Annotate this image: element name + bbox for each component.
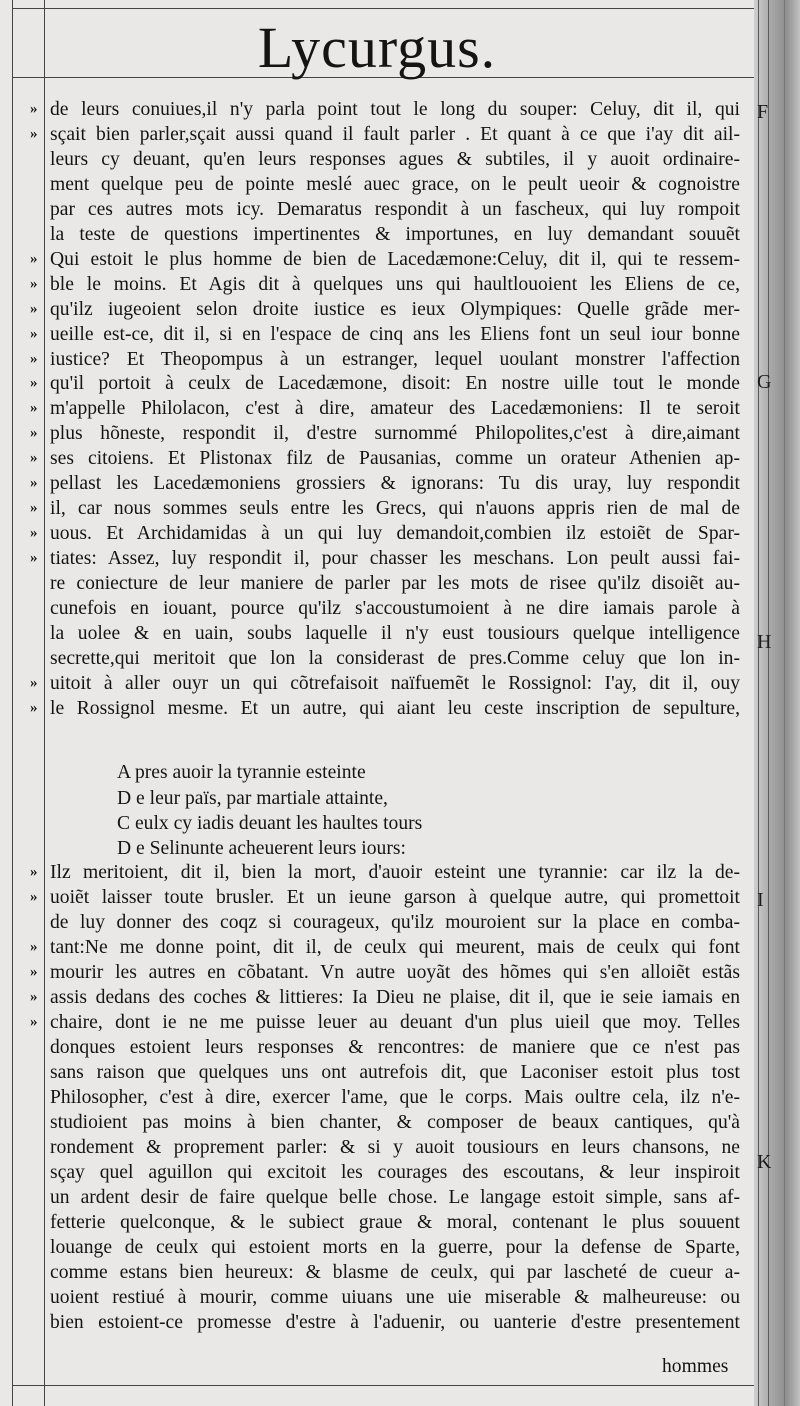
verse-line: C eulx cy iadis deuant les haultes tours [117,813,423,834]
quotation-mark: » [30,300,38,317]
text-line: bien estoient-ce promesse d'estre à l'aduenir, ou uanterie d'estre presentement [50,1312,740,1333]
quotation-mark: » [30,939,38,955]
text-line: studioient pas moins à bien chanter, & composer de beaux cantiques, qu'à [50,1112,740,1133]
quotation-mark: » [30,525,38,542]
text-line: uoient restiué à mourir, comme uiuans une uie miserable & malheureuse: ou [50,1287,740,1308]
text-line: tiates: Assez, luy respondit il, pour chasser les meschans. Lon peult aussi fai- [50,548,740,570]
verse-line: D e Selinunte acheuerent leurs iours: [117,838,406,859]
text-line: assis dedans des coches & littieres: Ia Dieu ne plaise, dit il, que ie seie iamais en [50,987,740,1008]
quotation-mark: » [30,125,38,142]
text-line: la uolee & en uain, soubs laquelle il n'y eust tousiours quelque intelligence [50,622,740,644]
text-line: ses citoiens. Et Plistonax filz de Pausanias, comme un orateur Athenien ap- [50,448,740,470]
text-line: donques estoient leurs responses & rencontres: de maniere que ce n'est pas [50,1037,740,1058]
text-line: iustice? Et Theopompus à un estranger, lequel uoulant monstrer l'affection [50,348,740,370]
quotation-mark: » [30,550,38,567]
text-line: rondement & proprement parler: & si y auoit tousiours en leurs chansons, ne [50,1137,740,1158]
top-rule [12,8,754,9]
text-line: Philosopher, c'est à dire, exercer l'ame, que le corps. Mais oultre cela, ilz n'e- [50,1087,740,1108]
text-left-rule [44,0,45,1406]
outer-left-rule [12,0,13,1406]
text-line: cunefois en iouant, pource qu'ilz s'accoustumoient à ne dire iamais parole à [50,598,740,619]
quotation-mark: » [30,325,38,342]
text-line: plus hõneste, respondit il, d'estre surnommé Philopolites,c'est à dire,aimant [50,423,740,445]
quotation-mark: » [30,475,38,492]
text-line: la teste de questions impertinentes & importunes, en luy demandant souuẽt [50,223,740,245]
text-line: sçait bien parler,sçait aussi quand il fault parler . Et quant à ce que i'ay dit ail- [50,123,740,145]
quotation-mark: » [30,699,38,716]
section-letter: I [757,889,764,911]
quotation-mark: » [30,964,38,980]
text-line: fetterie quelconque, & le subiect graue & moral, contenant le plus souuent [50,1212,740,1233]
quotation-mark: » [30,1014,38,1030]
text-line: de luy donner des coqz si courageux, qu'ilz mouroient sur la place en comba- [50,912,740,933]
quotation-mark: » [30,101,38,117]
section-letter: K [757,1151,772,1173]
text-line: sans raison que quelques uns ont autrefois dit, que Laconiser estoit plus tost [50,1062,740,1083]
text-line: il, car nous sommes seuls entre les Grecs, qui n'auons appris rien de mal de [50,498,740,520]
quotation-mark: » [30,989,38,1005]
section-letter: H [757,631,772,653]
section-letter: G [757,371,772,393]
running-title: Lycurgus. [257,15,497,80]
text-line: uoiẽt laisser toute brusler. Et un ieune garson à quelque autre, qui promettoit [50,887,740,908]
text-line: pellast les Lacedæmoniens grossiers & ignorans: Tu dis uray, luy respondit [50,473,740,495]
quotation-mark: » [30,375,38,392]
text-line: un ardent desir de faire quelque belle chose. Le langage estoit simple, sans af- [50,1187,740,1208]
quotation-mark: » [30,425,38,442]
text-line: qu'ilz iugeoient selon droite iustice es ieux Olympiques: Quelle grãde mer- [50,298,740,320]
quotation-mark: » [30,275,38,292]
text-line: re coniecture de leur maniere de parler par les mots de risee qu'ilz disoiẽt au- [50,573,740,595]
text-line: m'appelle Philolacon, c'est à dire, amateur des Lacedæmoniens: Il te seroit [50,398,740,420]
verse-line: D e leur païs, par martiale attainte, [117,788,388,809]
text-line: par ces autres mots icy. Demaratus respondit à un fascheux, qui luy rompoit [50,198,740,220]
quotation-mark: » [30,674,38,691]
catchword: hommes [662,1356,729,1377]
text-line: mourir les autres en cõbatant. Vn autre uoyãt des hõmes qui s'en alloiẽt estãs [50,962,740,983]
quotation-mark: » [30,450,38,467]
quotation-mark: » [30,889,38,905]
quotation-mark: » [30,400,38,417]
quotation-mark: » [30,500,38,517]
quotation-mark: » [30,350,38,367]
text-line: le Rossignol mesme. Et un autre, qui aiant leu ceste inscription de sepulture, [50,697,740,719]
text-line: Ilz meritoient, dit il, bien la mort, d'auoir esteint une tyrannie: car ilz la de- [50,862,740,883]
text-line: uitoit à aller ouyr un qui cõtrefaisoit naïfuemẽt le Rossignol: I'ay, dit il, ouy [50,672,740,694]
text-line: ueille est-ce, dit il, si en l'espace de cinq ans les Eliens font un seul iour bonne [50,323,740,345]
text-line: qu'il portoit à ceulx de Lacedæmone, disoit: En nostre uille tout le monde [50,373,740,395]
quotation-mark: » [30,250,38,267]
text-line: ble le moins. Et Agis dit à quelques uns qui haultlouoient les Eliens de ce, [50,273,740,295]
quotation-mark: » [30,864,38,880]
section-letter: F [757,101,769,123]
bottom-rule [12,1385,754,1386]
text-line: Qui estoit le plus homme de bien de Lacedæmone:Celuy, dit il, qui te ressem- [50,248,740,270]
text-line: chaire, dont ie ne me puisse leuer au deuant d'un plus uieil que moy. Telles [50,1012,740,1033]
text-line: ment quelque peu de pointe meslé auec grace, on le peult ueoir & cognoistre [50,173,740,195]
verse-line: A pres auoir la tyrannie esteinte [117,762,366,783]
text-line: uous. Et Archidamidas à un qui luy demandoit,combien ilz estoiẽt de Spar- [50,523,740,545]
text-line: de leurs conuiues,il n'y parla point tout le long du souper: Celuy, dit il, qui [50,99,740,120]
text-line: secrette,qui meritoit que lon la considerast de pres.Comme celuy que lon in- [50,647,740,669]
page-fore-edge [754,0,800,1406]
text-line: tant:Ne me donne point, dit il, de ceulx qui meurent, mais de ceulx qui font [50,937,740,958]
text-line: sçay quel aguillon qui excitoit les courages des escoutans, & leur inspiroit [50,1162,740,1183]
text-line: comme estans bien heureux: & blasme de ceulx, qui par lascheté de cueur a- [50,1262,740,1283]
text-line: louange de ceulx qui estoient morts en la guerre, pour la defense de Sparte, [50,1237,740,1258]
text-line: leurs cy deuant, qu'en leurs responses agues & subtiles, il y auoit ordinaire- [50,148,740,170]
